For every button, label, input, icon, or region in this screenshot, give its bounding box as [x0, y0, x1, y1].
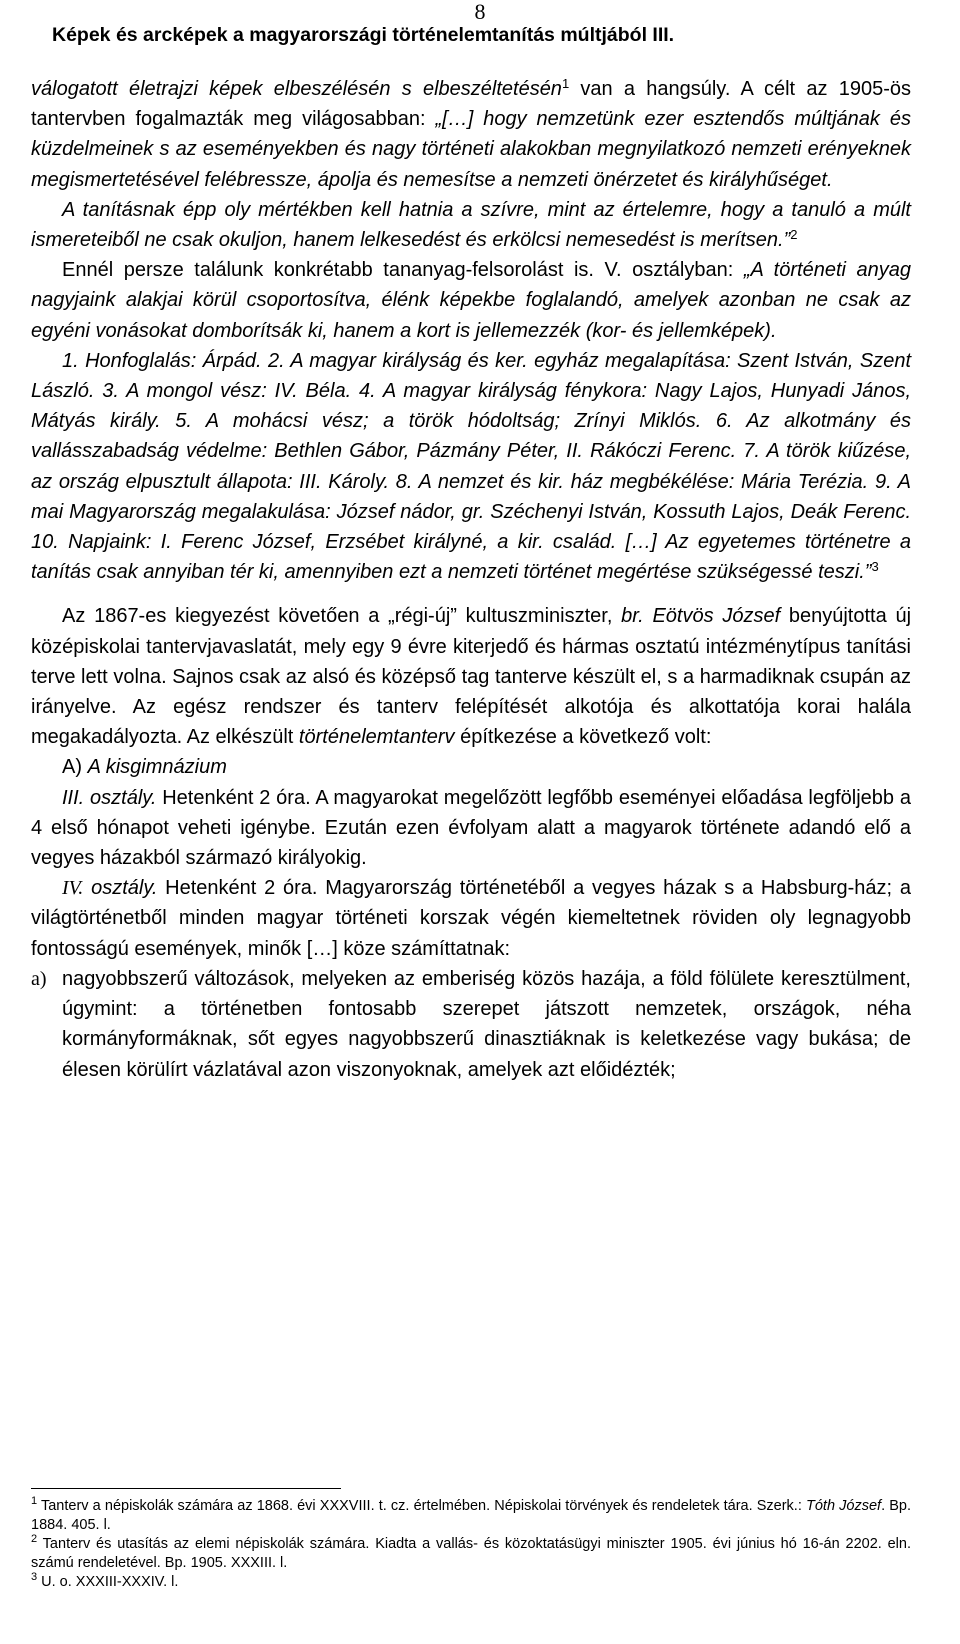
- paragraph-1-quote: „[…] hogy nemzetünk ezer esztendős múltjának és küzdelmeinek s az eseményekben és nagy történeti alakokban megnyilatkozó nemzeti erényeknek megismertetésével felébressze, ápolja és nemesítse a nemzeti önérzetet és királyhűséget.: [31, 108, 911, 191]
- class-4-label: osztály.: [83, 877, 158, 900]
- paragraph-1-text: van a hangsúly. A célt az 1905-ös tantervben fogalmazták meg világosabban:: [31, 78, 911, 131]
- footnote-number: 1: [31, 1495, 38, 1507]
- footnote-ref-3[interactable]: 3: [871, 559, 879, 575]
- class-4-text: Hetenként 2 óra. Magyarország történetéből a vegyes házak s a Habsburg-ház; a világtörténetből minden magyar történeti korszak végén kiemeltetnek röviden oly legnagyobb fontosságú események, minők […] köze számíttatnak:: [31, 877, 911, 960]
- spacer: [31, 587, 911, 601]
- paragraph-5: [31, 601, 911, 752]
- paragraph-2-quote: A tanításnak épp oly mértékben kell hatnia a szívre, mint az értelemre, hogy a tanuló a múlt ismereteiből ne csak okuljon, hanem lelkesedést és erkölcsi nemesedést is merítsen.”: [31, 198, 911, 252]
- list-item: [31, 964, 911, 1085]
- body-text: [31, 74, 911, 1085]
- paragraph-5-text-a: Az 1867-es kiegyezést követően a „régi-új” kultuszminiszter,: [62, 605, 622, 628]
- class-4-number: IV.: [62, 877, 84, 900]
- footnote-1: [31, 1497, 911, 1535]
- list-marker: a): [31, 967, 47, 990]
- paragraph-class-3: [31, 783, 911, 874]
- page-header-title: Képek és arcképek a magyarországi történelemtanítás múltjából III.: [52, 24, 675, 46]
- curriculum-term: történelemtanterv: [298, 726, 455, 749]
- footnote-rule: [31, 1488, 341, 1489]
- paragraph-2: [31, 195, 911, 255]
- section-letter: A): [62, 756, 88, 779]
- class-3-text: Hetenként 2 óra. A magyarokat megelőzött legfőbb eseményei előadása legföljebb a 4 első hónapot veheti igénybe. Ezután ezen évfolyam alatt a magyarok története adandó elő a vegyes házakból származó királyokig.: [31, 786, 911, 870]
- author-name: br. Eötvös József: [621, 605, 781, 628]
- footnote-number: 3: [31, 1571, 38, 1583]
- footnote-text: U. o. XXXIII-XXXIV. l.: [37, 1574, 179, 1590]
- paragraph-5-text-c: építkezése a következő volt:: [454, 726, 712, 749]
- paragraph-5-text-b: benyújtotta új középiskolai tantervjavaslatát, mely egy 9 évre kiterjedő és hármas osztatú intézménytípus tanítási terve lett volna. Sajnos csak az alsó és középső tag tanterve készült el, s a harmadiknak csupán az irányelve. Az egész rendszer és tanterv felépítését alkotója és alkottatója korai halála megakadályozta. Az elkészült: [31, 605, 912, 749]
- class-3-label: III. osztály.: [62, 786, 157, 809]
- footnotes: [31, 1488, 911, 1592]
- page-number: 8: [474, 0, 486, 24]
- paragraph-4: [31, 346, 911, 588]
- paragraph-1-intro: válogatott életrajzi képek elbeszélésén s elbeszéltetésén: [31, 78, 562, 100]
- section-heading-a: [31, 752, 911, 782]
- paragraph-class-4: [31, 873, 911, 964]
- paragraph-3: [31, 255, 911, 346]
- footnote-ref-2[interactable]: 2: [790, 227, 798, 243]
- paragraph-1: [31, 74, 911, 195]
- paragraph-4-quote: 1. Honfoglalás: Árpád. 2. A magyar királyság és ker. egyház megalapítása: Szent István, Szent László. 3. A mongol vész: IV. Béla. 4. A magyar királyság fénykora: Nagy Lajos, Hunyadi János, Mátyás király. 5. A mohácsi vész; a török hódoltság; Zrínyi Miklós. 6. Az alkotmány és vallásszabadság védelme: Bethlen Gábor, Pázmány Péter, II. Rákóczi Ferenc. 7. A török kiűzése, az ország elpusztult állapota: III. Károly. 8. A nemzet és kir. ház megbékélése: Mária Terézia. 9. A mai Magyarország megalakulása: József nádor, gr. Széchenyi István, Kossuth Lajos, Deák Ferenc. 10. Napjaink: I. Ferenc József, Erzsébet királyné, a kir. család. […] Az egyetemes történetre a tanítás csak annyiban tér ki, amennyiben ezt a nemzeti történet megértése szükségessé teszi.”: [31, 349, 911, 584]
- footnote-author: Tóth József: [806, 1498, 882, 1514]
- paragraph-3-text: Ennél persze találunk konkrétabb tananyag-felsorolást is. V. osztályban:: [62, 259, 744, 282]
- footnote-text-end: . Bp. 1884. 405. l.: [31, 1498, 912, 1533]
- list-item-text: nagyobbszerű változások, melyeken az emberiség közös hazája, a föld fölülete keresztülment, úgymint: a történetben fontosabb szerepet játszott nemzetek, országok, néha kormányformáknak, sőt egyes nagyobbszerű dinasztiáknak is keletkezése vagy bukása; de élesen körülírt vázlatával azon viszonyoknak, amelyek azt előidézték;: [62, 967, 911, 1081]
- footnote-3: [31, 1573, 911, 1592]
- section-title: A kisgimnázium: [87, 756, 227, 779]
- footnote-2: [31, 1535, 911, 1573]
- footnote-ref-1[interactable]: 1: [561, 76, 570, 91]
- footnote-text: Tanterv a népiskolák számára az 1868. évi XXXVIII. t. cz. értelmében. Népiskolai törvények és rendeletek tára. Szerk.:: [37, 1498, 807, 1514]
- footnote-text: Tanterv és utasítás az elemi népiskolák számára. Kiadta a vallás- és közoktatásügyi miniszter 1905. évi június hó 16-án 2202. eln. számú rendeletével. Bp. 1905. XXXIII. l.: [31, 1536, 911, 1571]
- paragraph-3-quote: „A történeti anyag nagyjaink alakjai körül csoportosítva, élénk képekbe foglalandó, amelyek azonban ne csak az egyéni vonásokat domborítsák ki, hanem a kort is jellemezzék (kor- és jellemképek).: [31, 259, 911, 342]
- footnote-number: 2: [31, 1533, 38, 1545]
